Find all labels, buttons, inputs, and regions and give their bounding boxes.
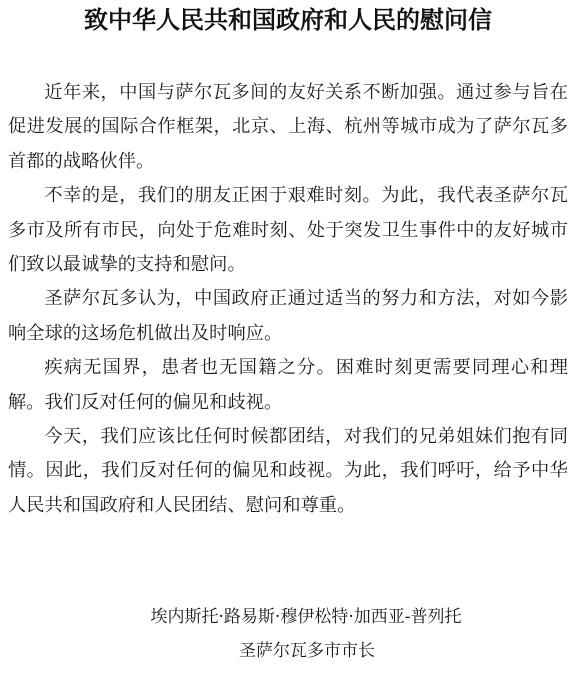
- signature-block: [0, 600, 576, 668]
- paragraph-1: 近年来，中国与萨尔瓦多间的友好关系不断加强。通过参与旨在促进发展的国际合作框架，北京、上海、杭州等城市成为了萨尔瓦多首都的战略伙伴。: [8, 82, 568, 172]
- signatory-name: 埃内斯托·路易斯·穆伊松特·加西亚-普列托: [150, 607, 462, 627]
- paragraph-5: 今天，我们应该比任何时候都团结，对我们的兄弟姐妹们抱有同情。因此，我们反对任何的偏见和歧视。为此，我们呼吁，给予中华人民共和国政府和人民团结、慰问和尊重。: [8, 426, 568, 516]
- paragraph-4: 疾病无国界，患者也无国籍之分。困难时刻更需要同理心和理解。我们反对任何的偏见和歧视。: [8, 357, 568, 413]
- signatory-title: 圣萨尔瓦多市市长: [239, 641, 375, 661]
- letter-title: 致中华人民共和国政府和人民的慰问信: [84, 5, 492, 34]
- paragraph-3: 圣萨尔瓦多认为，中国政府正通过适当的努力和方法，对如今影响全球的这场危机做出及时响应。: [8, 288, 568, 344]
- paragraph-2: 不幸的是，我们的朋友正困于艰难时刻。为此，我代表圣萨尔瓦多市及所有市民，向处于危难时刻、处于突发卫生事件中的友好城市们致以最诚挚的支持和慰问。: [8, 185, 568, 276]
- letter-body: [8, 76, 568, 523]
